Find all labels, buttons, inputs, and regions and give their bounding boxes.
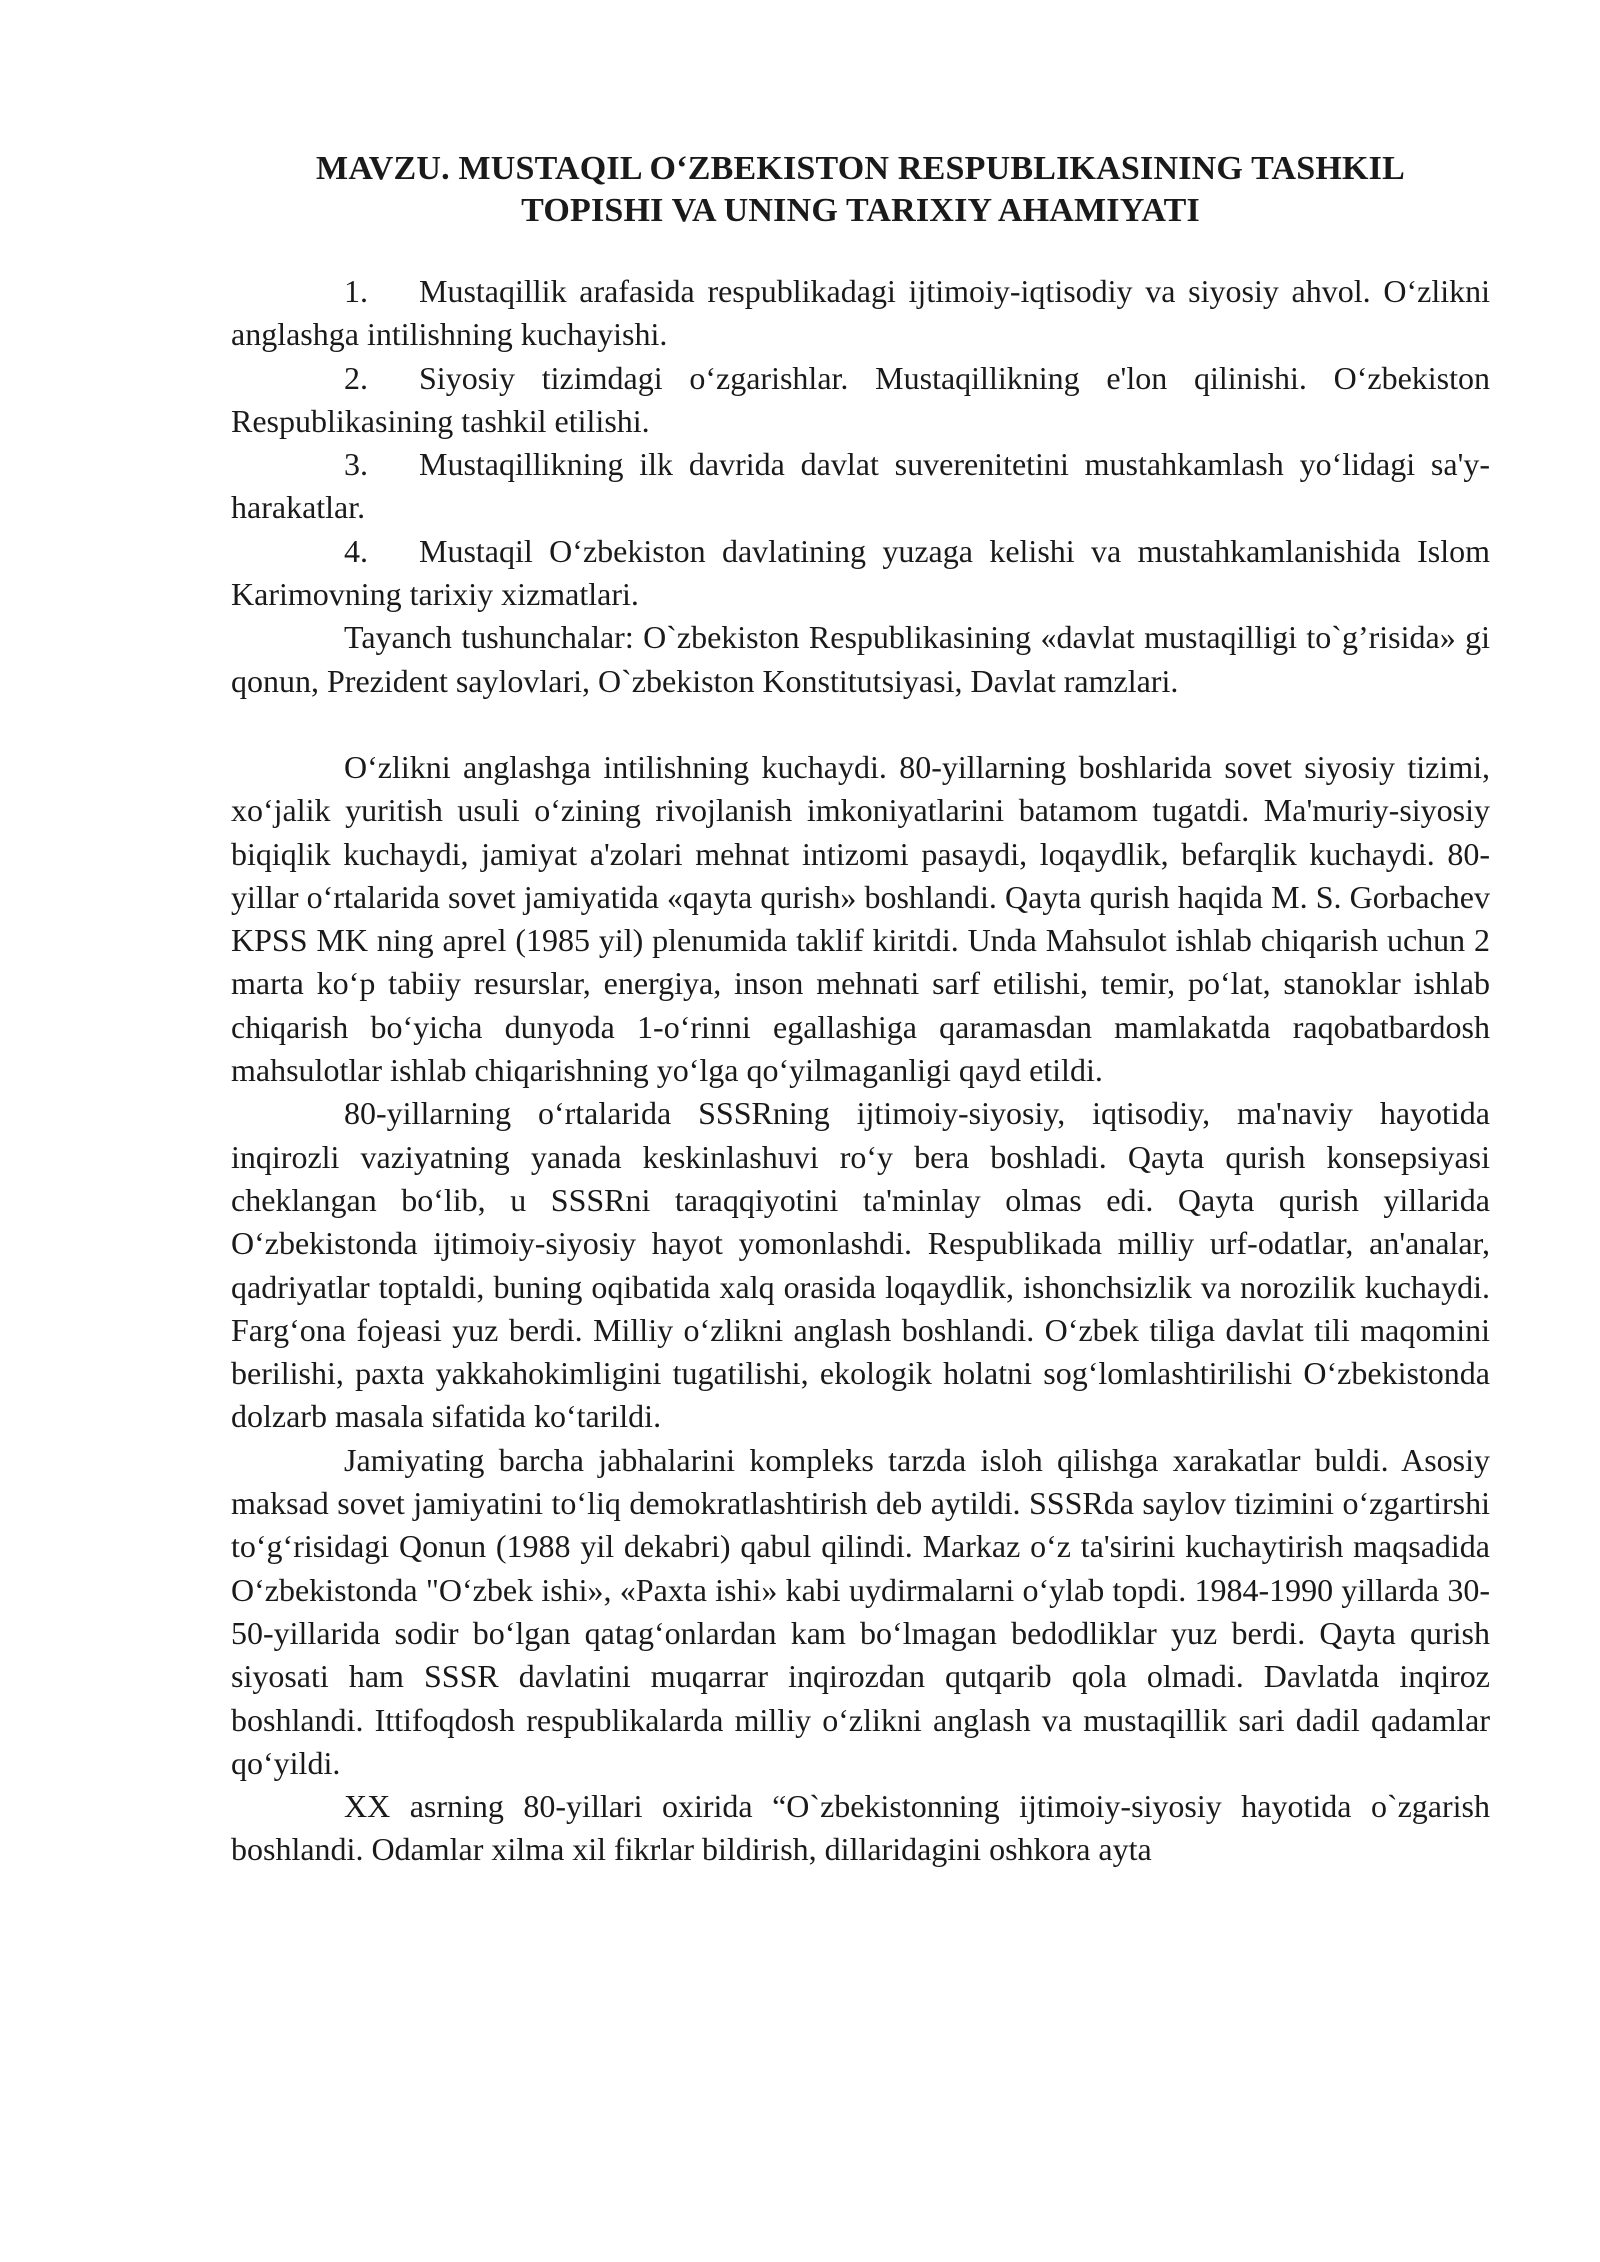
- document-page: [231, 148, 1490, 1872]
- plan-item-number: 2.: [344, 359, 368, 396]
- plan-item-text: Siyosiy tizimdagi o‘zgarishlar. Mustaqillikning e'lon qilinishi. O‘zbekiston Respublikasining tashkil etilishi.: [231, 359, 1490, 439]
- plan-item-text: Mustaqillik arafasida respublikadagi ijtimoiy-iqtisodiy va siyosiy ahvol. O‘zlikni anglashga intilishning kuchayishi.: [231, 273, 1490, 353]
- body-paragraph: XX asrning 80-yillari oxirida “O`zbekistonning ijtimoiy-siyosiy hayotida o`zgarish boshlandi. Odamlar xilma xil fikrlar bildirish, dillaridagini oshkora ayta: [231, 1788, 1490, 1868]
- plan-item-text: Mustaqil O‘zbekiston davlatining yuzaga kelishi va mustahkamlanishida Islom Karimovning tarixiy xizmatlari.: [231, 532, 1490, 613]
- body-paragraph: 80-yillarning o‘rtalarida SSSRning ijtimoiy-siyosiy, iqtisodiy, ma'naviy hayotida inqirozli vaziyatning yanada keskinlashuvi ro‘y bera boshladi. Qayta qurish konsepsiyasi cheklangan bo‘lib, u SSSRni taraqqiyotini ta'minlay olmas edi. Qayta qurish yillarida O‘zbekistonda ijtimoiy-siyosiy hayot yomonlashdi. Respublikada milliy urf-odatlar, an'analar, qadriyatlar toptaldi, buning oqibatida xalq orasida loqaydlik, ishonchsizlik va norozilik kuchaydi. Farg‘ona fojeasi yuz berdi. Milliy o‘zlikni anglash boshlandi. O‘zbek tiliga davlat tili maqomini berilishi, paxta yakkahokimligini tugatilishi, ekologik holatni sog‘lomlashtirilishi O‘zbekistonda dolzarb masala sifatida ko‘tarildi.: [231, 1095, 1490, 1435]
- plan-item-text: Mustaqillikning ilk davrida davlat suverenitetini mustahkamlash yo‘lidagi sa'y-harakatlar.: [231, 446, 1490, 526]
- document-title: [231, 148, 1490, 232]
- plan-item-number: 3.: [344, 446, 368, 483]
- plan-item: [231, 357, 1490, 444]
- plan-item: [231, 530, 1490, 617]
- body-paragraph: O‘zlikni anglashga intilishning kuchaydi. 80-yillarning boshlarida sovet siyosiy tizimi, xo‘jalik yuritish usuli o‘zining rivojlanish imkoniyatlarini batamom tugatdi. Ma'muriy-siyosiy biqiqlik kuchaydi, jamiyat a'zolari mehnat intizomi pasaydi, loqaydlik, befarqlik kuchaydi. 80-yillar o‘rtalarida sovet jamiyatida «qayta qurish» boshlandi. Qayta qurish haqida M. S. Gorbachev KPSS MK ning aprel (1985 yil) plenumida taklif kiritdi. Unda Mahsulot ishlab chiqarish uchun 2 marta ko‘p tabiiy resurslar, energiya, inson mehnati sarf etilishi, temir, po‘lat, stanoklar ishlab chiqarish bo‘yicha dunyoda 1-o‘rinni egallashiga qaramasdan mamlakatda raqobatbardosh mahsulotlar ishlab chiqarishning yo‘lga qo‘yilmaganligi qayd etildi.: [231, 748, 1490, 1089]
- topic-plan-list: [231, 270, 1490, 616]
- plan-item: [231, 270, 1490, 357]
- plan-item-number: 1.: [344, 273, 368, 309]
- plan-item-number: 4.: [344, 532, 368, 569]
- body-paragraph: Jamiyating barcha jabhalarini kompleks tarzda isloh qilishga xarakatlar buldi. Asosiy maksad sovet jamiyatini to‘liq demokratlashtirish deb aytildi. SSSRda saylov tizimini o‘zgartirshi to‘g‘risidagi Qonun (1988 yil dekabri) qabul qilindi. Markaz o‘z ta'sirini kuchaytirish maqsadida O‘zbekistonda "O‘zbek ishi», «Paxta ishi» kabi uydirmalarni o‘ylab topdi. 1984-1990 yillarda 30-50-yillarida sodir bo‘lgan qatag‘onlardan kam bo‘lmagan bedodliklar yuz berdi. Qayta qurish siyosati ham SSSR davlatini muqarrar inqirozdan qutqarib qola olmadi. Davlatda inqiroz boshlandi. Ittifoqdosh respublikalarda milliy o‘zlikni anglash va mustaqillik sari dadil qadamlar qo‘yildi.: [231, 1441, 1490, 1781]
- plan-item: [231, 443, 1490, 530]
- key-terms-paragraph: Tayanch tushunchalar: O`zbekiston Respublikasining «davlat mustaqilligi to`g’risida» gi qonun, Prezident saylovlari, O`zbekiston Konstitutsiyasi, Davlat ramzlari.: [231, 619, 1490, 699]
- title-line-2: TOPISHI VA UNING TARIXIY AHAMIYATI: [521, 192, 1200, 229]
- blank-line: [231, 703, 1490, 746]
- title-line-1: MAVZU. MUSTAQIL O‘ZBEKISTON RESPUBLIKASINING TASHKIL: [316, 150, 1405, 187]
